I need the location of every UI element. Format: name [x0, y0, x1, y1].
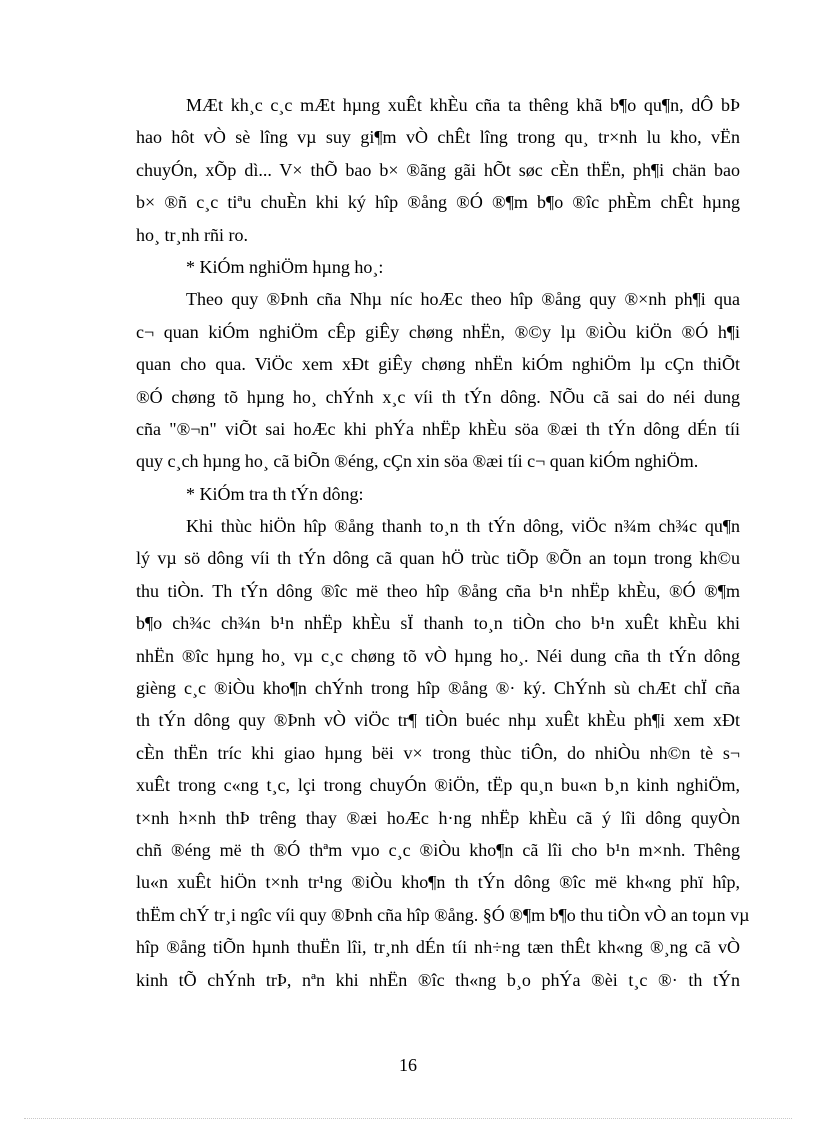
text-line: quy c¸ch hµng ho¸ cã biÕn ®éng, cÇn xin söa ®æi tíi c¬ quan kiÓm nghiÖm. — [136, 451, 699, 472]
text-line: quan cho qua. ViÖc xem xÐt giÊy chøng nhËn kiÓm nghiÖm lµ cÇn thiÕt — [136, 354, 740, 375]
text-line: lý vµ sö dông víi th tÝn dông cã quan hÖ trùc tiÕp ®Õn an toµn trong kh©u — [136, 548, 740, 569]
text-line: lu«n xuÊt hiÖn t×nh tr¹ng ®iÒu kho¶n th tÝn dông ®îc më kh«ng phï hîp, — [136, 872, 740, 893]
text-line: chñ ®éng më th ®Ó thªm vµo c¸c ®iÒu kho¶n cã lîi cho b¹n m×nh. Thêng — [136, 839, 740, 860]
footer-divider — [24, 1118, 792, 1119]
text-line: Khi thùc hiÖn hîp ®ång thanh to¸n th tÝn dông, viÖc n¾m ch¾c qu¶n — [186, 516, 740, 537]
document-body — [136, 89, 750, 996]
text-line: t×nh h×nh thÞ trêng thay ®æi hoÆc h·ng nhËp khÈu cã ý lîi dông quyÒn — [136, 807, 740, 828]
page-number: 16 — [399, 1055, 417, 1075]
text-line: thu tiÒn. Th tÝn dông ®îc më theo hîp ®ång cña b¹n nhËp khÈu, ®Ó ®¶m — [136, 580, 740, 601]
text-line: b× ®ñ c¸c tiªu chuÈn khi ký hîp ®ång ®Ó ®¶m b¶o ®îc phÈm chÊt hµng — [136, 192, 740, 213]
text-line: gièng c¸c ®iÒu kho¶n chÝnh trong hîp ®ång ®· ký. ChÝnh sù chÆt chÏ cña — [136, 678, 740, 699]
text-line: kinh tÕ chÝnh trÞ, nªn khi nhËn ®îc th«ng b¸o phÝa ®èi t¸c ®· th tÝn — [136, 969, 740, 990]
text-line: xuÊt trong c«ng t¸c, lçi trong chuyÓn ®iÖn, tËp qu¸n bu«n b¸n kinh nghiÖm, — [136, 775, 740, 796]
text-line: th tÝn dông quy ®Þnh vÒ viÖc tr¶ tiÒn buéc nhµ xuÊt khÈu ph¶i xem xÐt — [136, 710, 740, 731]
text-line: chuyÓn, xÕp dì... V× thÕ bao b× ®ãng gãi hÕt søc cÈn thËn, ph¶i chän bao — [136, 159, 740, 180]
text-line: hîp ®ång tiÕn hµnh thuËn lîi, tr¸nh dÉn tíi nh÷ng tæn thÊt kh«ng ®¸ng cã vÒ — [136, 937, 740, 958]
text-line: c¬ quan kiÓm nghiÖm cÊp giÊy chøng nhËn, ®©y lµ ®iÒu kiÖn ®Ó h¶i — [136, 321, 740, 342]
text-line: cÈn thËn tríc khi giao hµng bëi v× trong thùc tiÔn, do nhiÒu nh©n tè s¬ — [136, 742, 740, 763]
text-line: ®Ó chøng tõ hµng ho¸ chÝnh x¸c víi th tÝn dông. NÕu cã sai do néi dung — [136, 386, 740, 407]
text-line: Theo quy ®Þnh cña Nhµ níc hoÆc theo hîp ®ång quy ®×nh ph¶i qua — [186, 289, 740, 310]
text-line: * KiÓm nghiÖm hµng ho¸: — [186, 256, 384, 277]
text-line: b¶o ch¾c ch¾n b¹n nhËp khÈu sÏ thanh to¸n tiÒn cho b¹n xuÊt khÈu khi — [136, 613, 740, 634]
text-line: hao hôt vÒ sè lîng vµ suy gi¶m vÒ chÊt lîng trong qu¸ tr×nh lu kho, vËn — [136, 127, 740, 148]
text-line: cña "®¬n" viÕt sai hoÆc khi phÝa nhËp khÈu söa ®æi th tÝn dông dÉn tíi — [136, 418, 740, 439]
text-line: thËm chÝ tr¸i ngîc víi quy ®Þnh cña hîp ®ång. §Ó ®¶m b¶o thu tiÒn vÒ an toµn vµ — [136, 904, 750, 925]
text-line: MÆt kh¸c c¸c mÆt hµng xuÊt khÈu cña ta thêng khã b¶o qu¶n, dÔ bÞ — [186, 95, 740, 115]
text-line: nhËn ®îc hµng ho¸ vµ c¸c chøng tõ vÒ hµng ho¸. Néi dung cña th tÝn dông — [136, 645, 740, 666]
text-line: * KiÓm tra th tÝn dông: — [186, 483, 364, 504]
text-line: ho¸ tr¸nh rñi ro. — [136, 224, 248, 245]
